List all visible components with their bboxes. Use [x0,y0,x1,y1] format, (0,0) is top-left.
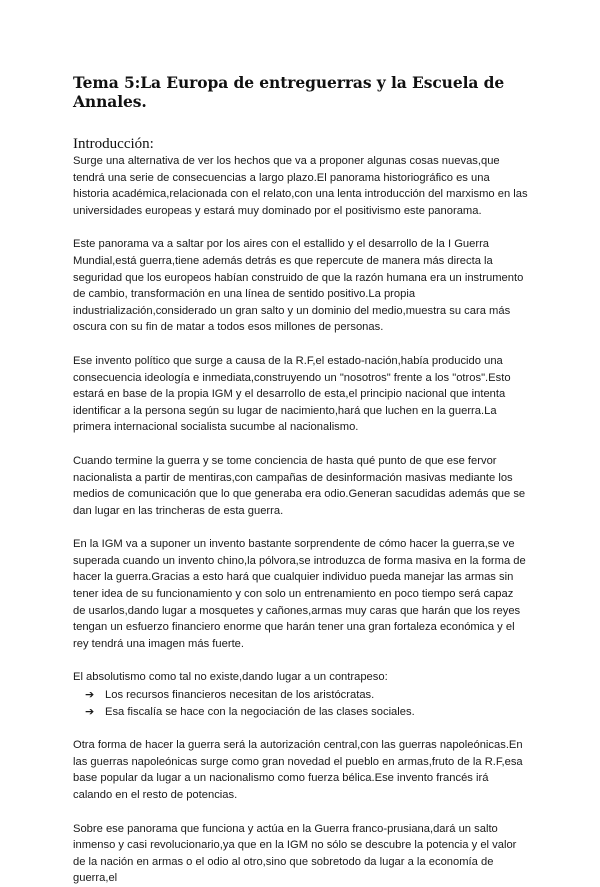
list-item-text: Los recursos financieros necesitan de los aristócratas. [105,689,375,702]
bullet-list [73,687,528,720]
paragraph: Cuando termine la guerra y se tome conciencia de hasta qué punto de que ese fervor nacionalista a partir de mentiras,con campañas de desinformación masivas mediante los medios de comunicación que lo que generaba era odio.Generan sacudidas además que se dan lugar en las trincheras de esta guerra. [73,454,526,517]
paragraph: En la IGM va a suponer un invento bastante sorprendente de cómo hacer la guerra,se ve superada cuando un invento chino,la pólvora,se introduzca de forma masiva en la forma de hacer la guerra.Gracias a esto hará que cualquier individuo pueda manejar las armas sin tener idea de su funcionamiento y con solo un entrenamiento en poco tiempo será capaz de usarlos,dando lugar a mosquetes y cañones,armas muy caras que harán que los reyes tengan un esfuerzo financiero enorme que harán tener una gran fortaleza económica y el rey tendrá una imagen más fuerte. [73,538,526,650]
arrow-bullet-icon: ➔ [85,688,95,702]
paragraph: Sobre ese panorama que funciona y actúa en la Guerra franco-prusiana,dará un salto inmenso y casi revolucionario,ya que en la IGM no sólo se descubre la potencia y el valor de la nación en armas o el odio al otro,sino que sobretodo da lugar a la economía de guerra,el [73,822,517,885]
paragraph: Este panorama va a saltar por los aires con el estallido y el desarrollo de la I Guerra Mundial,está guerra,tiene además detrás es que repercute de manera más directa la seguridad que los europeos habían construido de que la razón humana era un instrumento de cambio, transformación en una línea de sentido positivo.La propia industrialización,considerado un gran salto y un dominio del medio,muestra su cara más oscura con su fin de matar a todos esos millones de personas. [73,238,524,334]
paragraph: Ese invento político que surge a causa de la R.F,el estado-nación,había producido una consecuencia ideología e inmediata,construyendo un "nosotros" frente a los "otros".Esto estará en base de la propia IGM y el desarrollo de esta,el principio nacional que intenta identificar a la persona según su lugar de nacimiento,hará que luchen en la guerra.La primera internacional socialista sucumbe al nacionalismo. [73,354,511,434]
document-title: Tema 5:La Europa de entreguerras y la Escuela de Annales. [73,73,505,111]
list-item [85,704,528,721]
paragraph: Surge una alternativa de ver los hechos que va a proponer algunas cosas nuevas,que tendrá una serie de consecuencias a largo plazo.El panorama historiográfico es una historia académica,relacionada con el relato,con una lenta introducción del marxismo en las universidades europeas y estará muy dominado por el positivismo este panorama. [73,155,528,217]
list-item-text: Esa fiscalía se hace con la negociación de las clases sociales. [105,705,415,718]
arrow-bullet-icon: ➔ [85,704,95,718]
paragraph: El absolutismo como tal no existe,dando lugar a un contrapeso: [73,671,388,684]
list-item [85,687,528,704]
paragraph: Otra forma de hacer la guerra será la autorización central,con las guerras napoleónicas.En las guerras napoleónicas surge como gran novedad el pueblo en armas,fruto de la R.F,esa base popular da lugar a un nacionalismo como fuerza bélica.Ese invento francés irá calando en el resto de potencias. [73,739,523,801]
section-heading: Introducción: [73,136,154,152]
